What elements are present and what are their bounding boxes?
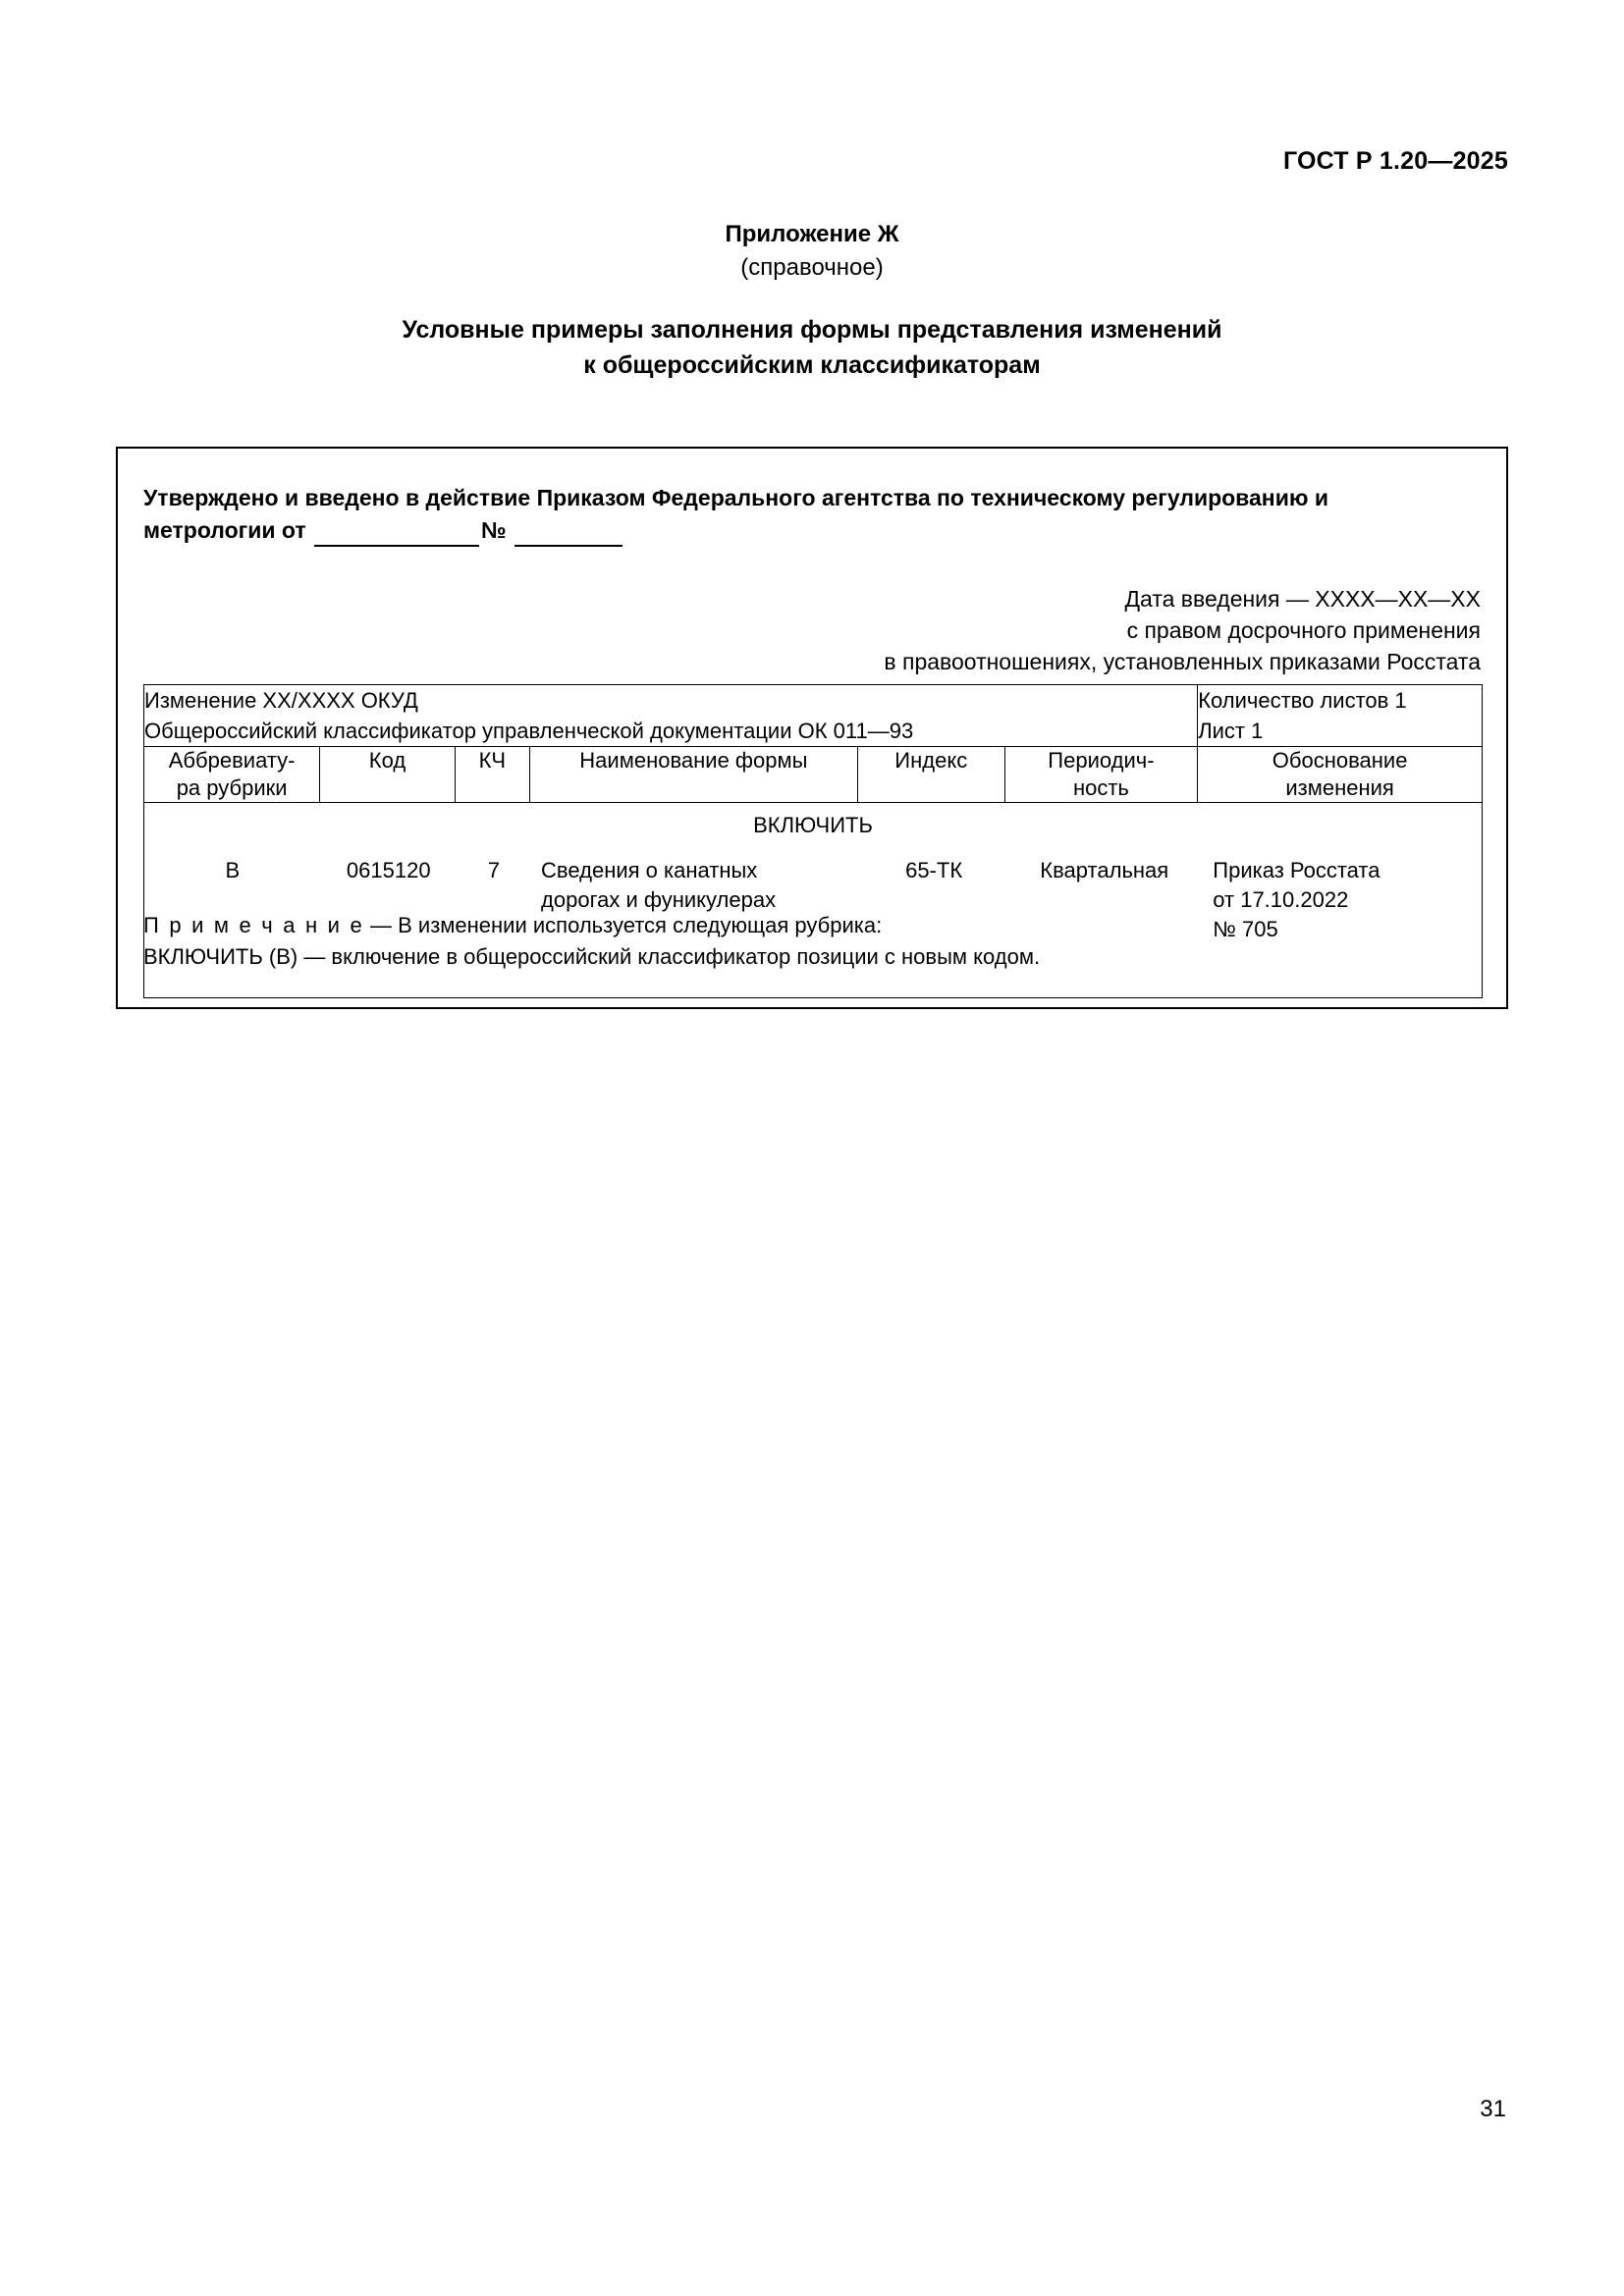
cell-basis-line-2: от 17.10.2022: [1213, 887, 1349, 912]
section-label-include: ВКЛЮЧИТЬ: [753, 813, 873, 837]
column-header-basis-line-1: Обоснование: [1272, 748, 1408, 773]
sheets-cell: [1198, 685, 1483, 747]
column-header-periodicity-line-1: Периодич-: [1048, 748, 1155, 773]
page-title: [0, 312, 1624, 383]
page-title-line-2: к общероссийским классификаторам: [583, 351, 1041, 379]
column-header-abbrev: [144, 747, 320, 803]
introduction-date-line-1: Дата введения — ХХХХ—ХХ—ХХ: [1124, 586, 1481, 612]
note-first-line: [143, 910, 1479, 941]
column-header-form-name: Наименование формы: [529, 747, 857, 803]
form-frame: [116, 447, 1508, 1009]
column-header-periodicity-line-2: ность: [1072, 775, 1129, 800]
column-header-basis: [1198, 747, 1483, 803]
cell-form-name-line-2: дорогах и фуникулерах: [541, 887, 777, 912]
appendix-title: Приложение Ж: [725, 221, 899, 247]
page-number: 31: [1480, 2096, 1506, 2122]
introduction-date-line-3: в правоотношениях, установленных приказами Росстата: [884, 649, 1481, 674]
approval-statement: [143, 482, 1479, 547]
column-header-abbrev-line-2: ра рубрики: [176, 775, 288, 800]
note-label: П р и м е ч а н и е: [143, 913, 364, 937]
cell-basis-line-3: № 705: [1213, 917, 1278, 941]
column-header-basis-line-2: изменения: [1285, 775, 1394, 800]
table-header-row: [144, 747, 1483, 803]
sheet-number: Лист 1: [1198, 719, 1264, 743]
approval-line-1: Утверждено и введено в действие Приказом Федерального агентства по техническому регулированию и: [143, 485, 1329, 510]
note-text-line-1: — В изменении используется следующая рубрика:: [370, 913, 883, 937]
approval-line-2-prefix: метрологии от: [143, 517, 306, 543]
change-title-line-1: Изменение ХХ/ХХХХ ОКУД: [144, 688, 418, 713]
approval-number-blank[interactable]: [514, 523, 623, 547]
appendix-subtitle: (справочное): [740, 254, 884, 281]
introduction-date-block: [884, 583, 1481, 677]
cell-abbrev: В: [225, 858, 241, 882]
note-text-line-2: ВКЛЮЧИТЬ (В) — включение в общероссийский классификатор позиции с новым кодом.: [143, 944, 1041, 969]
appendix-block: [0, 218, 1624, 285]
cell-basis-line-1: Приказ Росстата: [1213, 858, 1380, 882]
cell-kch: 7: [487, 858, 500, 882]
change-title-line-2: Общероссийский классификатор управленческой документации ОК 011—93: [144, 719, 914, 743]
cell-code: 0615120: [346, 858, 431, 882]
column-header-index: Индекс: [857, 747, 1004, 803]
cell-form-name-line-1: Сведения о канатных: [541, 858, 758, 882]
introduction-date-line-2: с правом досрочного применения: [1126, 617, 1481, 643]
column-header-periodicity: [1004, 747, 1198, 803]
page-title-line-1: Условные примеры заполнения формы представления изменений: [402, 316, 1222, 344]
column-header-code: Код: [320, 747, 456, 803]
change-title-cell: [144, 685, 1198, 747]
column-header-abbrev-line-1: Аббревиату-: [168, 748, 296, 773]
standard-number-header: ГОСТ Р 1.20—2025: [1282, 147, 1508, 175]
table-row-title: [144, 685, 1483, 747]
sheets-count: Количество листов 1: [1198, 688, 1407, 713]
cell-periodicity: Квартальная: [1040, 858, 1169, 882]
approval-number-label: №: [481, 517, 507, 543]
approval-date-blank[interactable]: [314, 523, 479, 547]
note-block: [143, 910, 1479, 973]
cell-index: 65-ТК: [905, 858, 963, 882]
column-header-kch: КЧ: [455, 747, 529, 803]
